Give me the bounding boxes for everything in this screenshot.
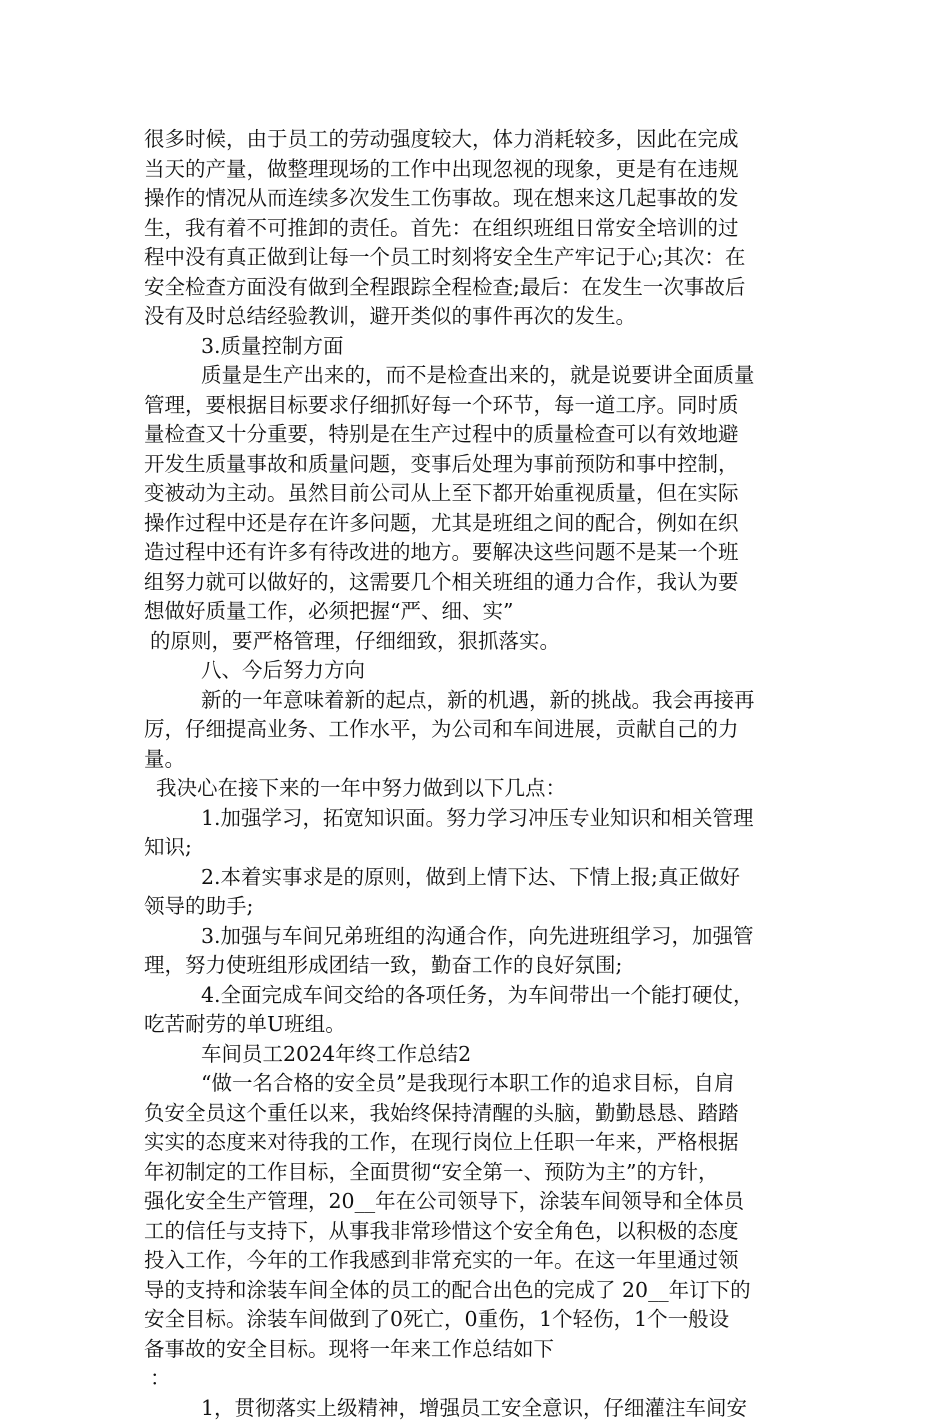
text-line: 负安全员这个重任以来，我始终保持清醒的头脑，勤勤恳恳、踏踏 [144,1099,814,1129]
text-line: 领导的助手; [144,892,814,922]
text-line: 开发生质量事故和质量问题，变事后处理为事前预防和事中控制， [144,450,814,480]
text-line: 量检查又十分重要，特别是在生产过程中的质量检查可以有效地避 [144,420,814,450]
text-line: 程中没有真正做到让每一个员工时刻将安全生产牢记于心;其次：在 [144,243,814,273]
text-line: 备事故的安全目标。现将一年来工作总结如下 [144,1335,814,1365]
section-heading: 3.质量控制方面 [144,332,814,362]
text-line: ： [144,1364,814,1394]
text-line: 很多时候，由于员工的劳动强度较大，体力消耗较多，因此在完成 [144,125,814,155]
list-item: 3.加强与车间兄弟班组的沟通合作，向先进班组学习，加强管 [144,922,814,952]
text-line: 实实的态度来对待我的工作，在现行岗位上任职一年来，严格根据 [144,1128,814,1158]
list-item: 4.全面完成车间交给的各项任务，为车间带出一个能打硬仗， [144,981,814,1011]
text-line: 厉，仔细提高业务、工作水平，为公司和车间进展，贡献自己的力 [144,715,814,745]
text-line: 安全目标。涂装车间做到了0死亡，0重伤，1个轻伤，1个一般设 [144,1305,814,1335]
text-line: 知识; [144,833,814,863]
text-line: 新的一年意味着新的起点，新的机遇，新的挑战。我会再接再 [144,686,814,716]
section-heading: 八、今后努力方向 [144,656,814,686]
text-line: 强化安全生产管理，20__年在公司领导下，涂装车间领导和全体员 [144,1187,814,1217]
body-text [144,125,814,1423]
list-item: 1，贯彻落实上级精神，增强员工安全意识，仔细灌注车间安 [144,1394,814,1423]
text-line: 变被动为主动。虽然目前公司从上至下都开始重视质量，但在实际 [144,479,814,509]
text-line: 安全检查方面没有做到全程跟踪全程检查;最后：在发生一次事故后 [144,273,814,303]
text-line: 造过程中还有许多有待改进的地方。要解决这些问题不是某一个班 [144,538,814,568]
text-line: 管理，要根据目标要求仔细抓好每一个环节，每一道工序。同时质 [144,391,814,421]
text-line: 没有及时总结经验教训，避开类似的事件再次的发生。 [144,302,814,332]
text-line: 质量是生产出来的，而不是检查出来的，就是说要讲全面质量 [144,361,814,391]
text-line: 我决心在接下来的一年中努力做到以下几点： [144,774,814,804]
text-line: 操作的情况从而连续多次发生工伤事故。现在想来这几起事故的发 [144,184,814,214]
text-line: 导的支持和涂装车间全体的员工的配合出色的完成了 20__年订下的 [144,1276,814,1306]
section-title: 车间员工2024年终工作总结2 [144,1040,814,1070]
text-line: “做一名合格的安全员”是我现行本职工作的追求目标，自肩 [144,1069,814,1099]
text-line: 量。 [144,745,814,775]
text-line: 操作过程中还是存在许多问题，尤其是班组之间的配合，例如在织 [144,509,814,539]
text-line: 年初制定的工作目标，全面贯彻“安全第一、预防为主”的方针， [144,1158,814,1188]
text-line: 工的信任与支持下，从事我非常珍惜这个安全角色，以积极的态度 [144,1217,814,1247]
text-line: 的原则，要严格管理，仔细细致，狠抓落实。 [144,627,814,657]
list-item: 1.加强学习，拓宽知识面。努力学习冲压专业知识和相关管理 [144,804,814,834]
text-line: 想做好质量工作，必须把握“严、细、实” [144,597,814,627]
text-line: 吃苦耐劳的单U班组。 [144,1010,814,1040]
text-line: 投入工作，今年的工作我感到非常充实的一年。在这一年里通过领 [144,1246,814,1276]
text-line: 理，努力使班组形成团结一致，勤奋工作的良好氛围; [144,951,814,981]
text-line: 生，我有着不可推卸的责任。首先：在组织班组日常安全培训的过 [144,214,814,244]
list-item: 2.本着实事求是的原则，做到上情下达、下情上报;真正做好 [144,863,814,893]
text-line: 组努力就可以做好的，这需要几个相关班组的通力合作，我认为要 [144,568,814,598]
text-line: 当天的产量，做整理现场的工作中出现忽视的现象，更是有在违规 [144,155,814,185]
